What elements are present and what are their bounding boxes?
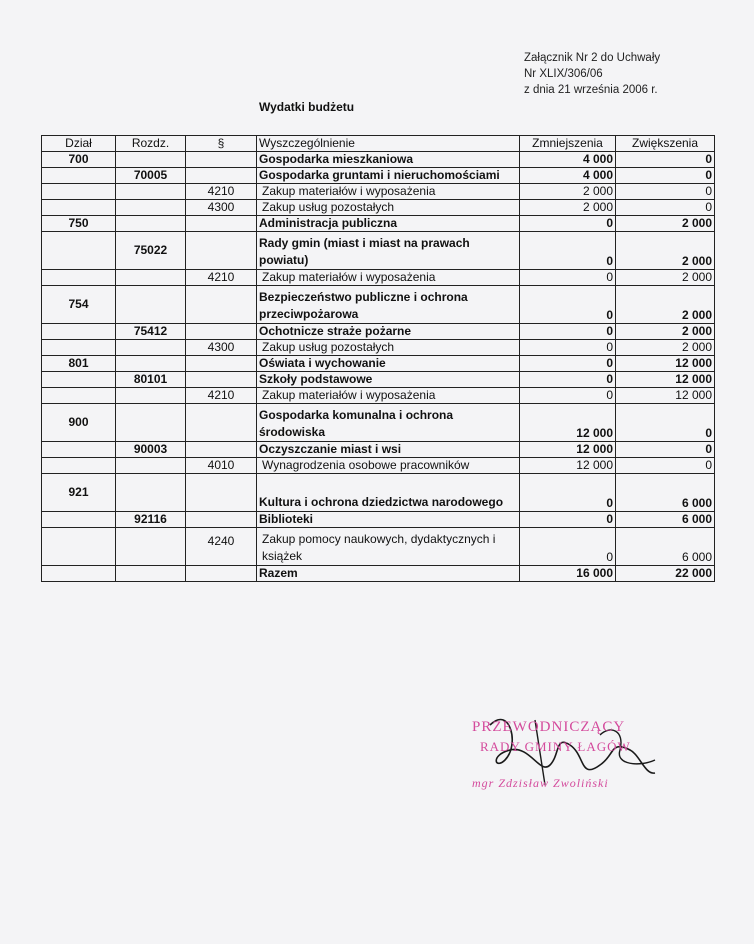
cell-decrease: 0: [520, 286, 616, 324]
cell-rozdz: 80101: [116, 372, 186, 388]
cell-paragraph: [186, 372, 257, 388]
table-row: [42, 372, 715, 388]
cell-rozdz: [116, 200, 186, 216]
cell-rozdz: [116, 356, 186, 372]
cell-rozdz: [116, 340, 186, 356]
table-row: [42, 388, 715, 404]
cell-rozdz: [116, 528, 186, 566]
col-header-paragraph: §: [186, 136, 257, 152]
cell-increase: 12 000: [616, 356, 715, 372]
cell-description: Gospodarka komunalna i ochrona środowiska: [257, 404, 520, 442]
cell-description: Oświata i wychowanie: [257, 356, 520, 372]
cell-decrease: 0: [520, 372, 616, 388]
cell-description: Zakup materiałów i wyposażenia: [257, 270, 520, 286]
cell-paragraph: [186, 442, 257, 458]
table-header-row: [42, 136, 715, 152]
cell-rozdz: [116, 474, 186, 512]
cell-increase: 0: [616, 404, 715, 442]
cell-rozdz: [116, 404, 186, 442]
col-header-increase: Zwiększenia: [616, 136, 715, 152]
cell-dzial: [42, 270, 116, 286]
table-row: [42, 216, 715, 232]
cell-decrease: 2 000: [520, 200, 616, 216]
total-label: Razem: [257, 566, 520, 582]
cell-decrease: 12 000: [520, 458, 616, 474]
cell-rozdz: [116, 184, 186, 200]
cell-rozdz: [116, 152, 186, 168]
cell-rozdz: 92116: [116, 512, 186, 528]
cell-description: Administracja publiczna: [257, 216, 520, 232]
cell-increase: 0: [616, 200, 715, 216]
cell-dzial: [42, 442, 116, 458]
cell-rozdz: 75022: [116, 232, 186, 270]
cell-dzial: 921: [42, 474, 116, 512]
cell-decrease: 0: [520, 270, 616, 286]
cell-increase: 2 000: [616, 232, 715, 270]
table-row: [42, 512, 715, 528]
cell-decrease: 2 000: [520, 184, 616, 200]
cell-decrease: 0: [520, 528, 616, 566]
cell-paragraph: [186, 404, 257, 442]
cell-dzial: [42, 528, 116, 566]
table-row: [42, 458, 715, 474]
cell-decrease: 0: [520, 340, 616, 356]
cell-description: Zakup usług pozostałych: [257, 340, 520, 356]
cell-paragraph: [186, 232, 257, 270]
table-row: [42, 232, 715, 270]
document-title: Wydatki budżetu: [259, 100, 355, 114]
table-row: [42, 152, 715, 168]
cell-paragraph: [186, 356, 257, 372]
header-line-1: Załącznik Nr 2 do Uchwały: [524, 52, 661, 64]
col-header-dzial: Dział: [42, 136, 116, 152]
cell-dzial: 801: [42, 356, 116, 372]
table-row: [42, 442, 715, 458]
cell-dzial: [42, 388, 116, 404]
cell-description: Zakup pomocy naukowych, dydaktycznych i książek: [257, 528, 520, 566]
cell-dzial: 700: [42, 152, 116, 168]
cell-rozdz: [116, 216, 186, 232]
cell-rozdz: [116, 458, 186, 474]
cell-increase: 2 000: [616, 216, 715, 232]
cell-description: Oczyszczanie miast i wsi: [257, 442, 520, 458]
cell-description: Zakup materiałów i wyposażenia: [257, 184, 520, 200]
cell-dzial: [42, 168, 116, 184]
cell-description: Biblioteki: [257, 512, 520, 528]
cell-empty: [186, 566, 257, 582]
cell-description: Szkoły podstawowe: [257, 372, 520, 388]
cell-paragraph: 4300: [186, 200, 257, 216]
cell-increase: 6 000: [616, 528, 715, 566]
stamp-line-1: PRZEWODNICZĄCY: [472, 719, 626, 735]
total-row: [42, 566, 715, 582]
cell-dzial: [42, 232, 116, 270]
cell-description: Gospodarka gruntami i nieruchomościami: [257, 168, 520, 184]
cell-decrease: 0: [520, 474, 616, 512]
cell-dzial: [42, 372, 116, 388]
cell-increase: 0: [616, 184, 715, 200]
cell-paragraph: 4210: [186, 388, 257, 404]
total-increase: 22 000: [616, 566, 715, 582]
cell-dzial: [42, 458, 116, 474]
cell-rozdz: [116, 270, 186, 286]
table-row: [42, 270, 715, 286]
cell-decrease: 4 000: [520, 152, 616, 168]
cell-rozdz: 75412: [116, 324, 186, 340]
header-line-3: z dnia 21 września 2006 r.: [524, 84, 658, 96]
table-row: [42, 286, 715, 324]
col-header-description: Wyszczególnienie: [257, 136, 520, 152]
table-row: [42, 528, 715, 566]
stamp-line-3: mgr Zdzisław Zwoliński: [472, 776, 609, 790]
cell-decrease: 0: [520, 388, 616, 404]
cell-description: Bezpieczeństwo publiczne i ochrona przeciwpożarowa: [257, 286, 520, 324]
cell-description: Zakup usług pozostałych: [257, 200, 520, 216]
table-row: [42, 340, 715, 356]
cell-paragraph: [186, 286, 257, 324]
cell-description: Rady gmin (miast i miast na prawach powiatu): [257, 232, 520, 270]
cell-paragraph: 4300: [186, 340, 257, 356]
cell-paragraph: [186, 216, 257, 232]
cell-dzial: 754: [42, 286, 116, 324]
cell-paragraph: [186, 512, 257, 528]
cell-empty: [116, 566, 186, 582]
cell-dzial: [42, 184, 116, 200]
cell-decrease: 4 000: [520, 168, 616, 184]
cell-increase: 2 000: [616, 286, 715, 324]
table-row: [42, 474, 715, 512]
cell-empty: [42, 566, 116, 582]
cell-increase: 0: [616, 458, 715, 474]
table-row: [42, 356, 715, 372]
table-row: [42, 200, 715, 216]
cell-description: Zakup materiałów i wyposażenia: [257, 388, 520, 404]
cell-decrease: 12 000: [520, 442, 616, 458]
cell-dzial: 750: [42, 216, 116, 232]
chairman-stamp: [450, 705, 670, 815]
header-line-2: Nr XLIX/306/06: [524, 68, 603, 80]
attachment-header: [524, 50, 660, 98]
cell-increase: 6 000: [616, 512, 715, 528]
cell-paragraph: 4210: [186, 184, 257, 200]
cell-dzial: [42, 340, 116, 356]
cell-rozdz: 90003: [116, 442, 186, 458]
cell-description: Kultura i ochrona dziedzictwa narodowego: [257, 474, 520, 512]
cell-paragraph: [186, 324, 257, 340]
budget-table: [41, 135, 715, 582]
cell-decrease: 0: [520, 232, 616, 270]
cell-description: Ochotnicze straże pożarne: [257, 324, 520, 340]
cell-paragraph: [186, 474, 257, 512]
cell-rozdz: [116, 286, 186, 324]
cell-increase: 12 000: [616, 388, 715, 404]
cell-paragraph: [186, 152, 257, 168]
col-header-decrease: Zmniejszenia: [520, 136, 616, 152]
cell-paragraph: [186, 168, 257, 184]
cell-description: Wynagrodzenia osobowe pracowników: [257, 458, 520, 474]
cell-increase: 2 000: [616, 270, 715, 286]
cell-decrease: 0: [520, 512, 616, 528]
table-row: [42, 168, 715, 184]
stamp-line-2: RADY GMINY ŁAGÓW: [480, 739, 631, 754]
cell-dzial: [42, 512, 116, 528]
cell-paragraph: 4010: [186, 458, 257, 474]
cell-increase: 0: [616, 152, 715, 168]
cell-decrease: 0: [520, 356, 616, 372]
cell-paragraph: 4210: [186, 270, 257, 286]
cell-description: Gospodarka mieszkaniowa: [257, 152, 520, 168]
cell-rozdz: 70005: [116, 168, 186, 184]
cell-decrease: 0: [520, 324, 616, 340]
cell-decrease: 0: [520, 216, 616, 232]
cell-increase: 6 000: [616, 474, 715, 512]
cell-dzial: 900: [42, 404, 116, 442]
cell-increase: 2 000: [616, 324, 715, 340]
cell-dzial: [42, 200, 116, 216]
col-header-rozdz: Rozdz.: [116, 136, 186, 152]
cell-paragraph: 4240: [186, 528, 257, 566]
cell-decrease: 12 000: [520, 404, 616, 442]
table-row: [42, 324, 715, 340]
table-row: [42, 404, 715, 442]
cell-increase: 2 000: [616, 340, 715, 356]
total-decrease: 16 000: [520, 566, 616, 582]
table-row: [42, 184, 715, 200]
table-body: [42, 152, 715, 582]
cell-increase: 0: [616, 442, 715, 458]
cell-rozdz: [116, 388, 186, 404]
cell-increase: 12 000: [616, 372, 715, 388]
cell-increase: 0: [616, 168, 715, 184]
cell-dzial: [42, 324, 116, 340]
